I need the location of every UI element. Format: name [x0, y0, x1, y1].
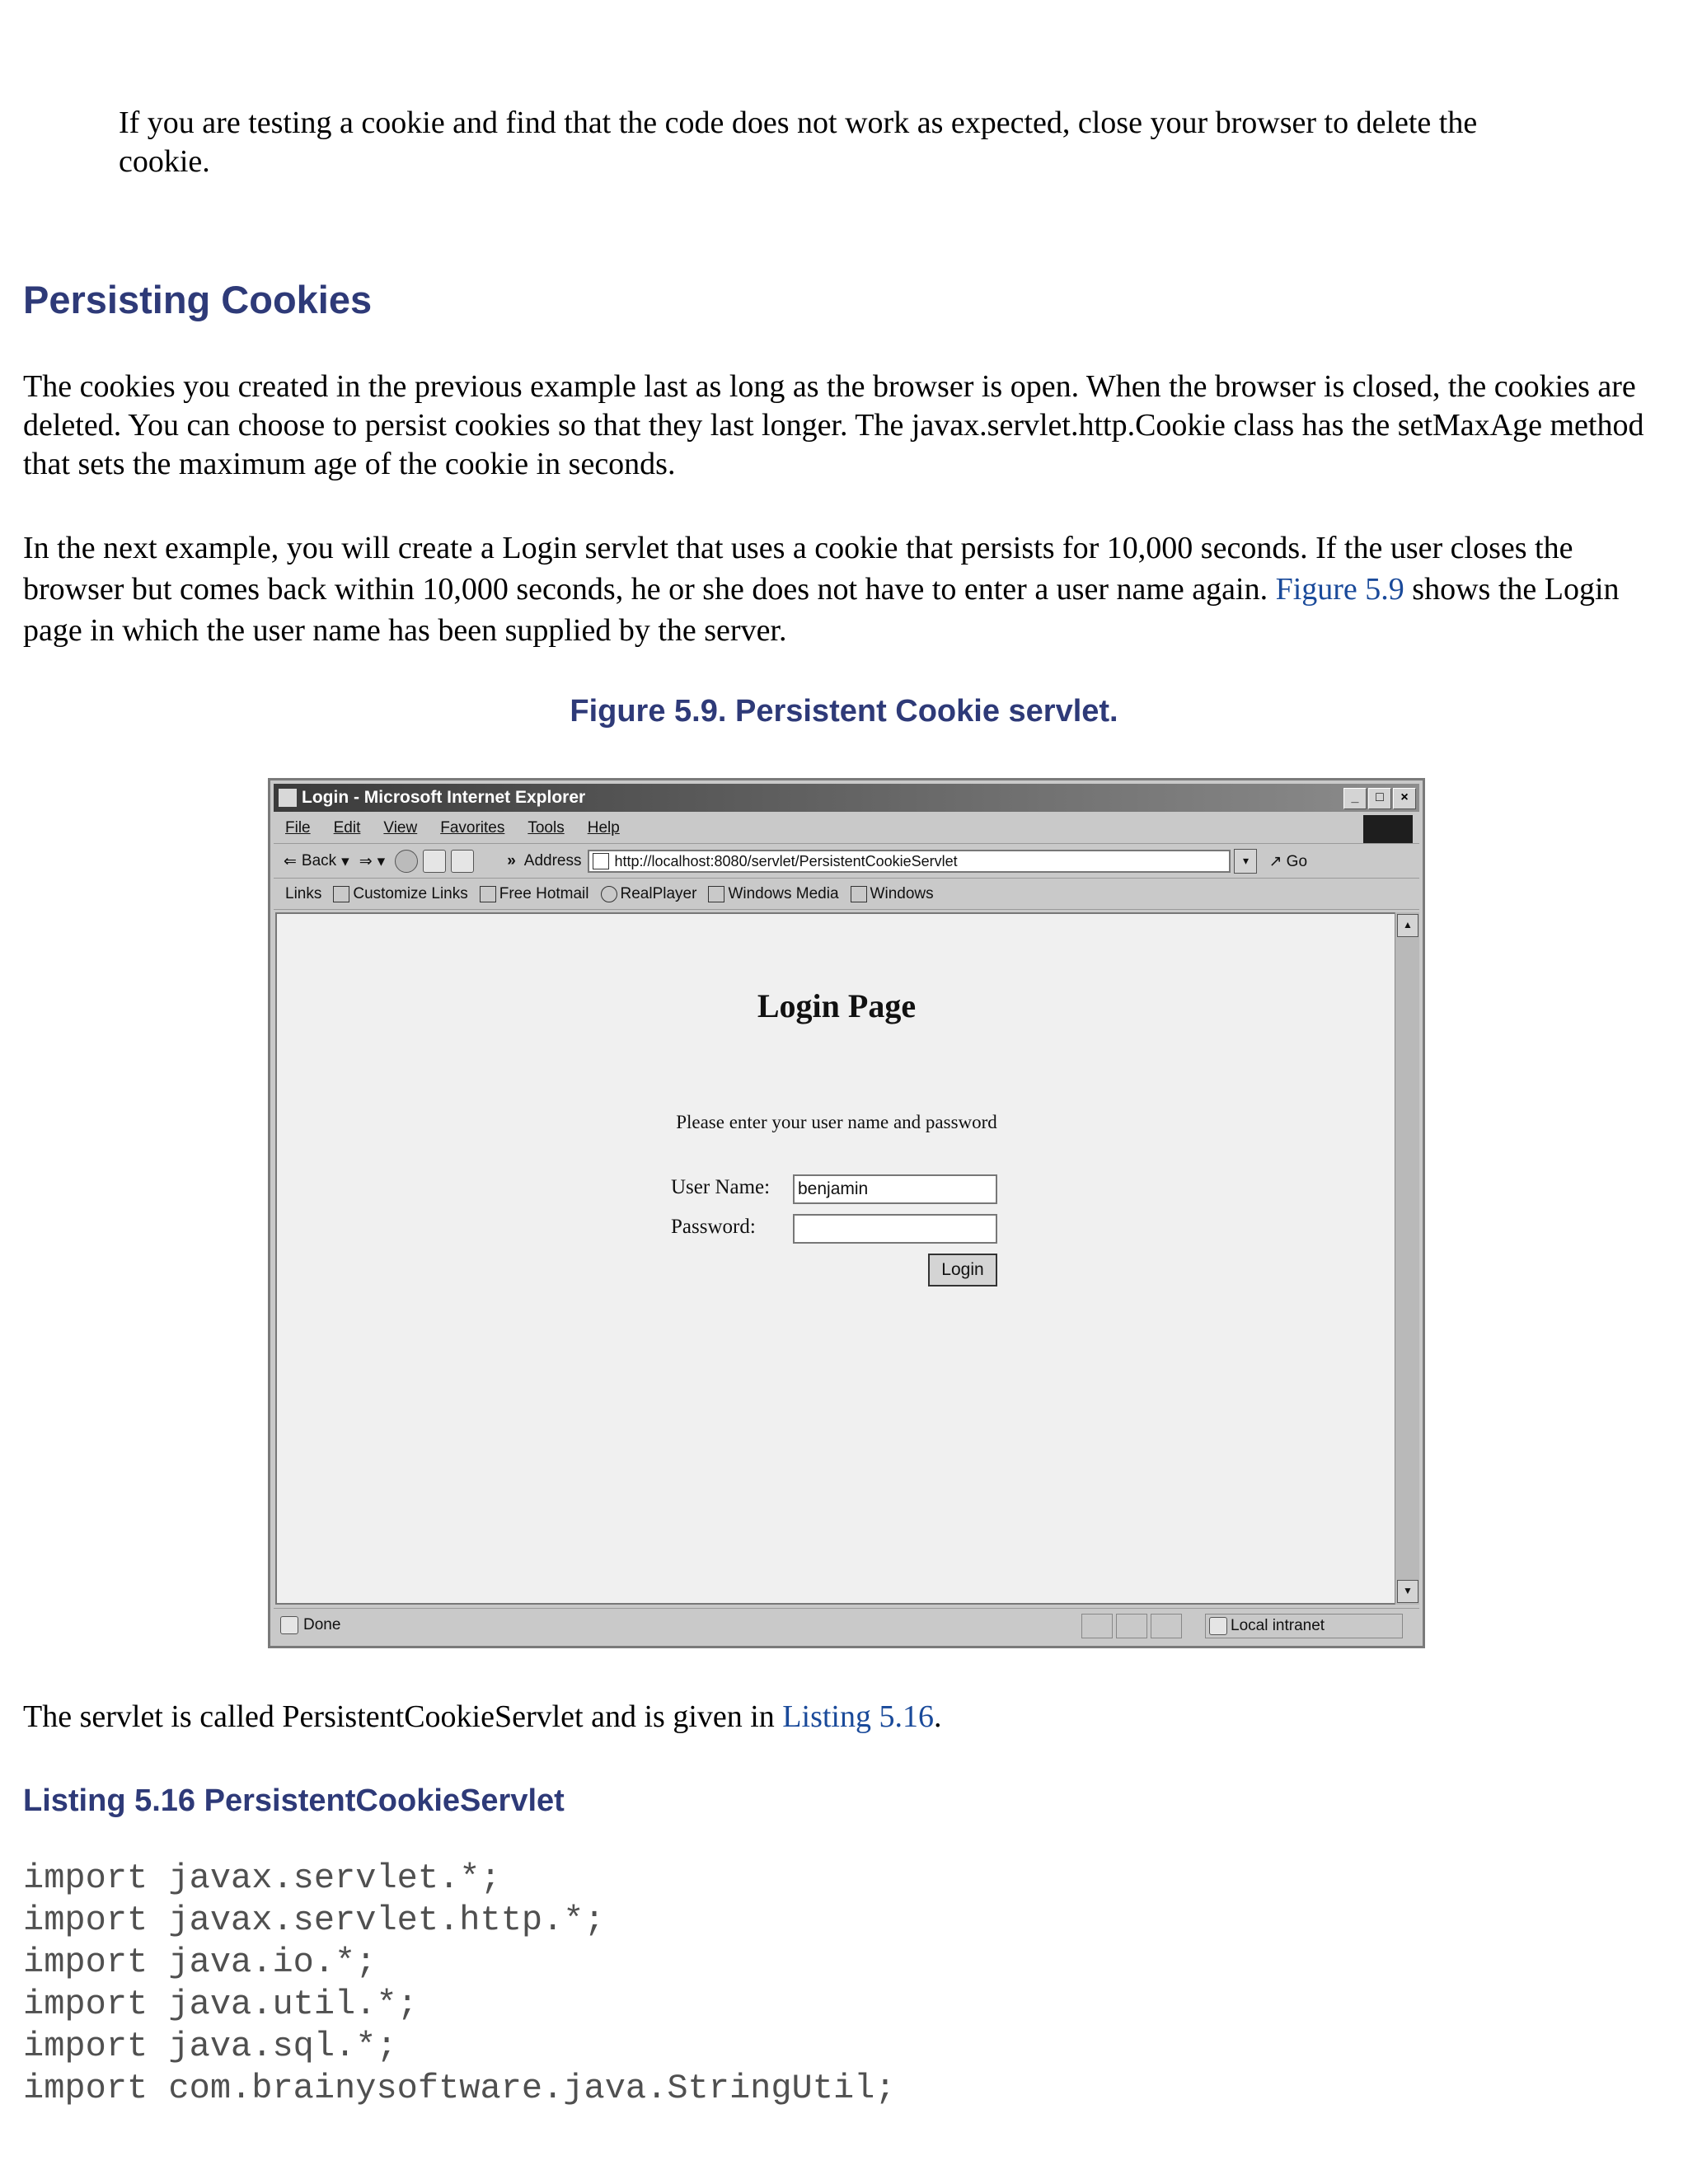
links-bar	[274, 879, 1419, 910]
windows-logo-icon	[1363, 815, 1413, 843]
code-line: import java.io.*;	[23, 1943, 377, 1982]
scroll-up-icon[interactable]: ▲	[1397, 914, 1418, 937]
menu-view[interactable]: View	[383, 819, 418, 837]
intranet-icon	[1209, 1617, 1227, 1635]
page-icon	[480, 886, 496, 902]
link-label: Customize Links	[353, 885, 468, 902]
section-heading: Persisting Cookies	[23, 278, 373, 321]
go-label: Go	[1286, 852, 1308, 870]
password-input[interactable]	[793, 1214, 997, 1244]
paragraph-login-example	[23, 527, 1665, 651]
password-label: Password:	[671, 1216, 756, 1238]
figure-caption: Figure 5.9. Persistent Cookie servlet.	[570, 694, 1118, 729]
code-line: import javax.servlet.http.*;	[23, 1900, 605, 1940]
login-button[interactable]: Login	[928, 1254, 997, 1286]
menu-favorites[interactable]: Favorites	[440, 819, 505, 837]
status-panel	[1081, 1614, 1113, 1638]
code-line: import javax.servlet.*;	[23, 1858, 501, 1898]
go-arrow-icon: ↗	[1268, 852, 1282, 870]
back-dropdown-icon[interactable]: ▾	[341, 852, 349, 870]
menu-help[interactable]: Help	[587, 819, 620, 837]
username-label: User Name:	[671, 1176, 771, 1198]
close-button[interactable]: ×	[1393, 788, 1416, 809]
forward-arrow-icon: ⇒	[359, 852, 373, 870]
back-label: Back	[301, 852, 337, 869]
page-icon	[280, 1616, 298, 1634]
code-line: import java.sql.*;	[23, 2027, 397, 2066]
link-customize-links[interactable]	[333, 885, 467, 903]
figure-link[interactable]: Figure 5.9	[1275, 572, 1404, 607]
status-panel	[1151, 1614, 1182, 1638]
menu-tools[interactable]: Tools	[528, 819, 565, 837]
status-bar	[274, 1608, 1419, 1642]
paragraph-text: .	[933, 1699, 942, 1734]
home-icon[interactable]	[451, 850, 474, 873]
toolbar-chevron-icon[interactable]: »	[507, 852, 516, 869]
refresh-icon[interactable]	[423, 850, 446, 873]
listing-link[interactable]: Listing 5.16	[782, 1699, 934, 1734]
forward-dropdown-icon[interactable]: ▾	[377, 852, 386, 870]
username-input[interactable]: benjamin	[793, 1174, 997, 1204]
toolbar	[274, 845, 1419, 879]
login-page-title: Login Page	[757, 987, 917, 1024]
link-free-hotmail[interactable]	[480, 885, 589, 903]
page-icon	[333, 886, 349, 902]
link-realplayer[interactable]	[601, 885, 697, 903]
page-icon	[593, 853, 609, 869]
links-label: Links	[285, 885, 322, 902]
browser-window-screenshot	[268, 778, 1425, 1648]
status-text: Done	[303, 1616, 341, 1633]
link-windows-media[interactable]	[708, 885, 838, 903]
vertical-scrollbar[interactable]	[1395, 912, 1419, 1605]
back-arrow-icon: ⇐	[284, 852, 297, 870]
realplayer-icon	[601, 886, 617, 902]
zone-label: Local intranet	[1231, 1617, 1325, 1634]
intro-paragraph: If you are testing a cookie and find that the code does not work as expected, close your browser to delete the cookie.	[119, 105, 1478, 179]
address-value: http://localhost:8080/servlet/PersistentCookieServlet	[614, 852, 958, 869]
link-label: Windows	[870, 885, 934, 902]
code-line: import com.brainysoftware.java.StringUtil;	[23, 2069, 896, 2108]
scroll-down-icon[interactable]: ▼	[1397, 1580, 1418, 1603]
link-label: Windows Media	[728, 885, 839, 902]
minimize-button[interactable]: _	[1343, 788, 1367, 809]
menu-file[interactable]: File	[285, 819, 311, 837]
menu-bar	[274, 813, 1419, 844]
page-content	[275, 912, 1396, 1605]
status-panels	[1081, 1614, 1182, 1638]
link-label: Free Hotmail	[499, 885, 589, 902]
link-label: RealPlayer	[620, 885, 697, 902]
address-input[interactable]	[588, 850, 1231, 873]
paragraph-servlet-intro	[23, 1698, 1665, 1736]
status-panel	[1116, 1614, 1147, 1638]
code-line: import java.util.*;	[23, 1985, 418, 2024]
forward-button[interactable]	[359, 852, 385, 871]
maximize-button[interactable]: □	[1368, 788, 1391, 809]
paragraph-text: shows the Login page in which the user name has been supplied by the server.	[23, 572, 1620, 648]
ie-icon	[279, 789, 297, 807]
stop-icon[interactable]	[395, 850, 418, 873]
menu-edit[interactable]: Edit	[333, 819, 361, 837]
address-dropdown-button[interactable]: ▾	[1234, 849, 1257, 874]
browser-title: Login - Microsoft Internet Explorer	[302, 788, 586, 807]
code-listing	[23, 1858, 896, 2110]
security-zone	[1205, 1614, 1403, 1638]
back-button[interactable]	[284, 852, 349, 871]
browser-title-bar	[274, 784, 1419, 812]
listing-heading: Listing 5.16 PersistentCookieServlet	[23, 1783, 565, 1818]
address-label: Address	[523, 852, 582, 869]
link-windows[interactable]	[851, 885, 934, 903]
paragraph-text: In the next example, you will create a Login servlet that uses a cookie that persists for 10,000 seconds. If the user closes the browser but comes back within 10,000 seconds, he or she does not have to enter a user name again.	[23, 531, 1573, 607]
go-button[interactable]	[1268, 852, 1307, 871]
paragraph-text: The servlet is called PersistentCookieServlet and is given in	[23, 1699, 783, 1734]
page-icon	[851, 886, 867, 902]
page-icon	[708, 886, 724, 902]
paragraph-persist-cookies: The cookies you created in the previous example last as long as the browser is open. When the browser is closed, the cookies are deleted. You can choose to persist cookies so that they last longer. The javax.servlet.http.Cookie class has the setMaxAge method that sets the maximum age of the cookie in seconds.	[23, 369, 1644, 481]
login-prompt: Please enter your user name and password	[676, 1112, 997, 1132]
